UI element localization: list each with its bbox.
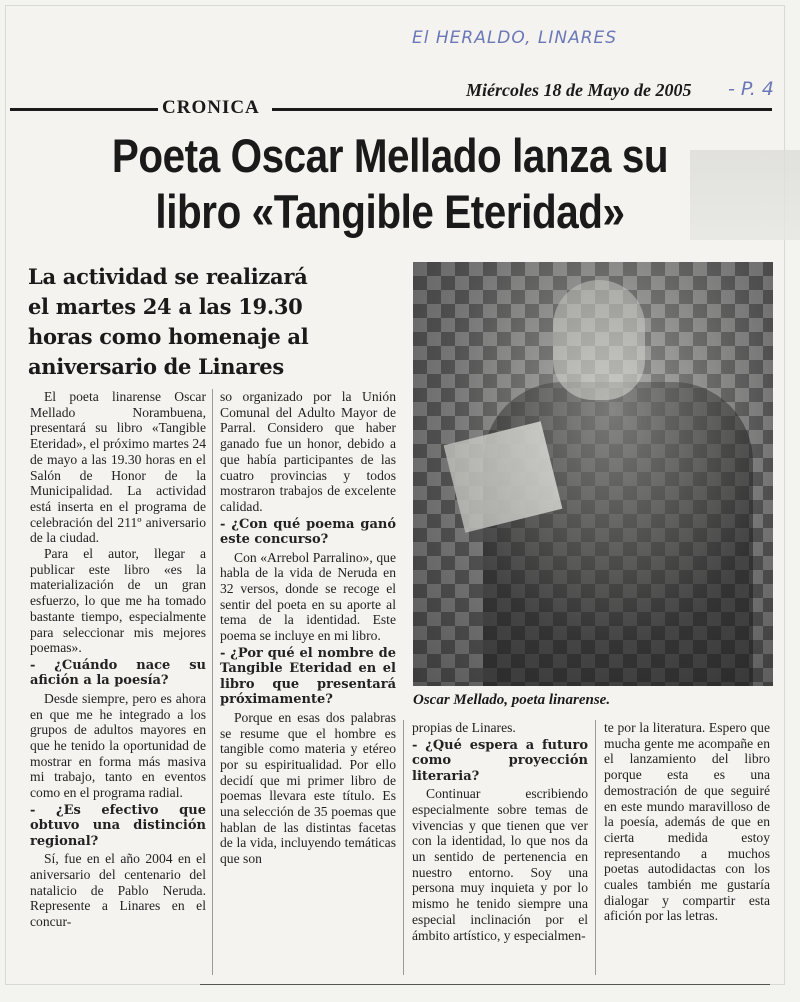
subhead-line-1: La actividad se realizará xyxy=(28,264,308,289)
interview-question: - ¿Qué espera a futuro como proyección literaria? xyxy=(412,737,588,784)
publication-date: Miércoles 18 de Mayo de 2005 xyxy=(466,80,692,100)
subhead-line-3: horas como homenaje al xyxy=(28,324,309,349)
headline-line-2: libro «Tangible Eteridad» xyxy=(155,185,625,238)
body-paragraph: propias de Linares. xyxy=(412,720,516,735)
article-column-3 xyxy=(412,720,588,943)
body-paragraph: Sí, fue en el año 2004 en el aniversario del centenario del natalicio de Pablo Neruda. Represente a Linares en el concur- xyxy=(30,851,206,930)
bottom-rule xyxy=(200,984,770,985)
interview-question: - ¿Cuándo nace su afición a la poesía? xyxy=(30,657,206,689)
photo-caption: Oscar Mellado, poeta linarense. xyxy=(413,692,611,708)
body-paragraph: so organizado por la Unión Comunal del Adulto Mayor de Parral. Considero que haber ganado fue un honor, debido a que había participantes de las cuatro provincias y todos mostraron trabajos de excelente calidad. xyxy=(220,389,396,514)
subheadline xyxy=(28,262,408,382)
body-paragraph: Porque en esas dos palabras se resume que el hombre es tangible como materia y etéreo por su espiritualidad. Por ello decidí que mi primer libro de poemas llevara este título. Es una selección de 35 poemas que hablan de las distintas facetas de la vida, incluyendo temáticas que son xyxy=(220,709,396,867)
article-column-2 xyxy=(220,389,396,867)
column-divider xyxy=(212,389,213,975)
body-paragraph: te por la literatura. Espero que mucha gente me acompañe en el lanzamiento del libro porque esta es una demostración de que seguiré en este mundo maravilloso de la poesía, además de que en cierta medida estoy representando a muchos poetas autodidactas con los cuales también me gustaría dialogar y compartir esta afición por las letras. xyxy=(604,720,770,924)
photo-shading xyxy=(413,262,773,686)
article-column-4 xyxy=(604,720,770,924)
article-column-1 xyxy=(30,389,206,930)
headline-line-1: Poeta Oscar Mellado lanza su xyxy=(111,129,669,182)
interview-question: - ¿Es efectivo que obtuvo una distinción regional? xyxy=(30,802,206,849)
body-paragraph: Desde siempre, pero es ahora en que me he integrado a los grupos de adultos mayores en que he tenido la oportunidad de mostrar en forma más masiva mi trabajo, tanto en eventos como en el programa radial. xyxy=(30,690,206,801)
body-paragraph: Continuar escribiendo especialmente sobre temas de vivencias y que tienen que ver con la identidad, lo que nos da un sentido de pertenencia en nuestro entorno. Soy una persona muy inquieta y por lo mismo he tenido siempre una especial inclinación por el ámbito artístico, y especialmen- xyxy=(412,786,588,943)
column-divider xyxy=(595,720,596,975)
handwritten-source-note: El HERALDO, LINARES xyxy=(412,28,618,48)
headline xyxy=(72,128,708,240)
interview-question: - ¿Por qué el nombre de Tangible Eteridad en el libro que presentará próximamente? xyxy=(220,645,396,708)
section-rule-right xyxy=(272,108,772,111)
body-paragraph: Con «Arrebol Parralino», que habla de la vida de Neruda en 32 versos, donde se recoge el sentir del poeta en su aporte al tema de la identidad. Este poema se incluye en mi libro. xyxy=(220,549,396,644)
subhead-line-2: el martes 24 a las 19.30 xyxy=(28,294,303,319)
author-photo xyxy=(413,262,773,686)
body-paragraph: El poeta linarense Oscar Mellado Norambuena, presentará su libro «Tangible Eteridad», el próximo martes 24 de mayo a las 19.30 horas en el Salón de Honor de la Municipalidad. La actividad está inserta en el programa de celebración del 211º aniversario de la ciudad. xyxy=(30,389,206,546)
body-paragraph: Para el autor, llegar a publicar este libro «es la materialización de un gran esfuerzo, lo que me ha tomado bastante tiempo, especialmente para seleccionar mis mejores poemas». xyxy=(30,546,206,656)
subhead-line-4: aniversario de Linares xyxy=(28,354,284,379)
column-divider xyxy=(403,720,404,975)
handwritten-page-note: - P. 4 xyxy=(728,78,774,100)
section-label: CRONICA xyxy=(158,97,264,119)
interview-question: - ¿Con qué poema ganó este concurso? xyxy=(220,516,396,548)
section-rule-left xyxy=(10,108,160,111)
